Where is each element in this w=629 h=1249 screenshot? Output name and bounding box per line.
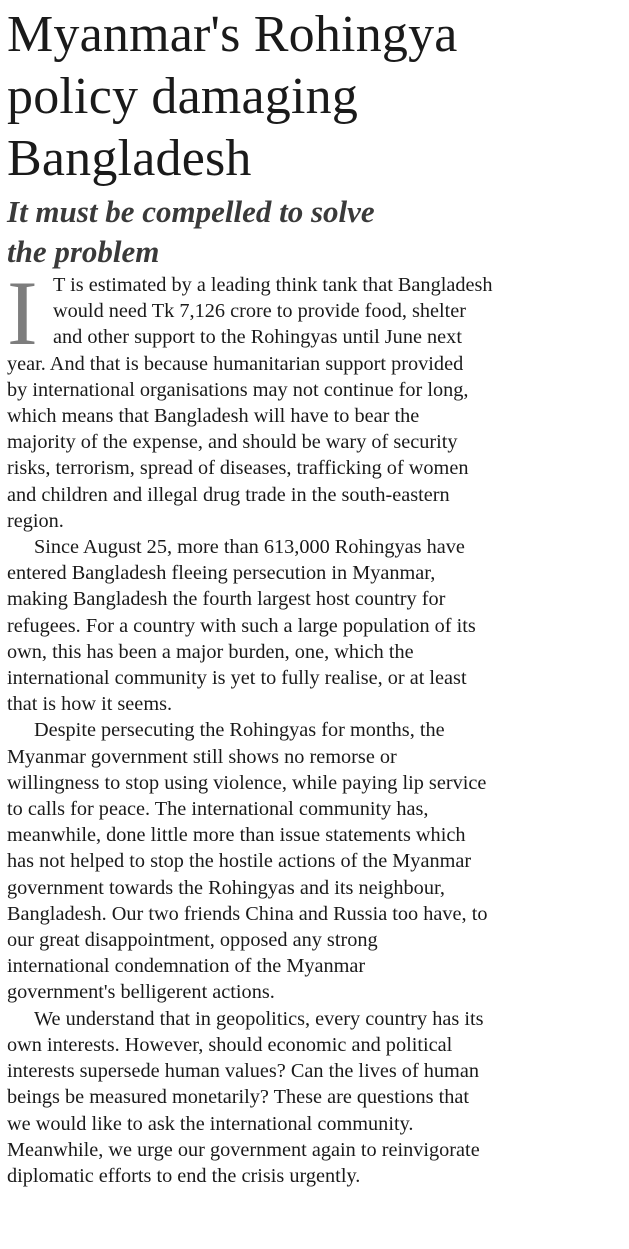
subheadline-line: It must be compelled to solve: [7, 194, 375, 229]
article-body: [7, 262, 623, 1189]
paragraph-4: [7, 1006, 623, 1189]
text-line: T is estimated by a leading think tank that Bangladesh: [53, 274, 493, 296]
text-line: government towards the Rohingyas and its neighbour,: [7, 876, 445, 899]
text-line: Myanmar government still shows no remorse or: [7, 745, 397, 768]
paragraph-1: [7, 262, 623, 534]
article: [7, 0, 623, 1189]
paragraph-3: [7, 717, 623, 1005]
text-line: has not helped to stop the hostile actions of the Myanmar: [7, 850, 472, 873]
headline-line: Bangladesh: [7, 130, 252, 187]
text-line: and other support to the Rohingyas until June next: [53, 326, 462, 349]
headline-line: Myanmar's Rohingya: [7, 6, 458, 63]
text-line: diplomatic efforts to end the crisis urgently.: [7, 1164, 361, 1187]
headline: [7, 0, 623, 190]
text-line: Meanwhile, we urge our government again to reinvigorate: [7, 1138, 480, 1161]
drop-cap: I: [7, 262, 38, 364]
text-line: own interests. However, should economic and political: [7, 1033, 453, 1056]
text-line: refugees. For a country with such a large population of its: [7, 614, 476, 637]
text-line: willingness to stop using violence, while paying lip service: [7, 771, 487, 794]
text-line: we would like to ask the international community.: [7, 1112, 414, 1135]
text-line: Despite persecuting the Rohingyas for months, the: [34, 719, 445, 742]
text-line: risks, terrorism, spread of diseases, trafficking of women: [7, 457, 469, 480]
text-line: which means that Bangladesh will have to bear the: [7, 405, 420, 428]
text-line: our great disappointment, opposed any strong: [7, 929, 378, 952]
text-line: Since August 25, more than 613,000 Rohingyas have: [34, 536, 465, 559]
subheadline-line: the problem: [7, 234, 160, 269]
text-line: would need Tk 7,126 crore to provide food, shelter: [53, 300, 467, 323]
paragraph-2: [7, 534, 623, 717]
text-line: international condemnation of the Myanmar: [7, 955, 366, 978]
text-line: and children and illegal drug trade in the south-eastern: [7, 483, 450, 506]
text-line: international community is yet to fully realise, or at least: [7, 667, 467, 690]
text-line: entered Bangladesh fleeing persecution in Myanmar,: [7, 562, 436, 585]
text-line: government's belligerent actions.: [7, 981, 275, 1004]
text-line: that is how it seems.: [7, 693, 173, 716]
text-line: year. And that is because humanitarian support provided: [7, 352, 464, 375]
text-line: by international organisations may not continue for long,: [7, 378, 469, 401]
text-line: We understand that in geopolitics, every country has its: [34, 1007, 484, 1030]
text-line: own, this has been a major burden, one, which the: [7, 640, 414, 663]
text-line: interests supersede human values? Can the lives of human: [7, 1060, 479, 1083]
text-line: majority of the expense, and should be wary of security: [7, 431, 458, 454]
text-line: to calls for peace. The international community has,: [7, 798, 429, 821]
subheadline: [7, 192, 623, 272]
text-line: beings be measured monetarily? These are questions that: [7, 1086, 470, 1109]
text-line: region.: [7, 509, 64, 532]
text-line: making Bangladesh the fourth largest host country for: [7, 588, 446, 611]
text-line: Bangladesh. Our two friends China and Russia too have, to: [7, 902, 488, 925]
text-line: meanwhile, done little more than issue statements which: [7, 824, 466, 847]
headline-line: policy damaging: [7, 68, 359, 125]
